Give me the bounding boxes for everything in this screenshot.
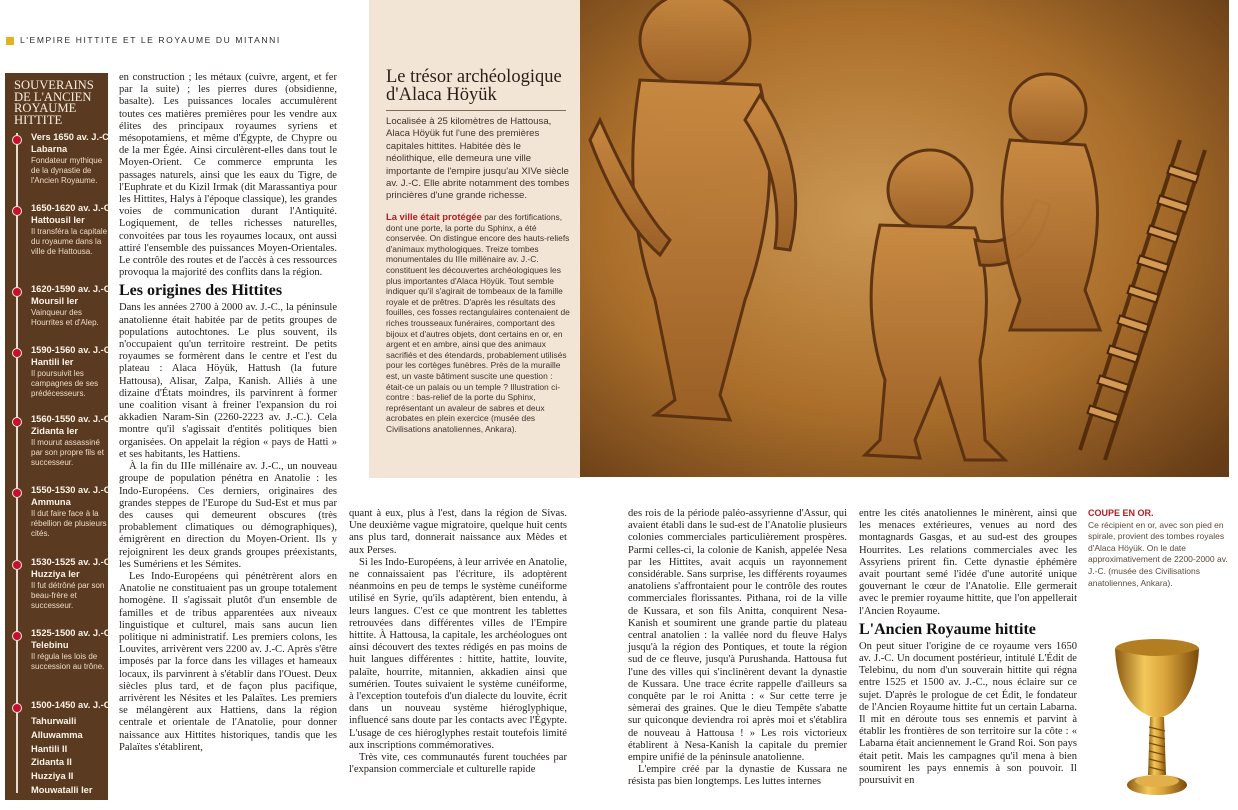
caption-text: Ce récipient en or, avec son pied en spirale, provient des tombes royales d'Alaca Höyük. On le date approximativement de 2200-2000 av. J.-C. (musée des Civilisations anatoliennes, Ankara).	[1088, 519, 1228, 588]
later-king-name: Tahurwaili	[31, 716, 77, 726]
king-name: Huzziya Ier	[31, 569, 80, 579]
timeline-dot	[12, 631, 22, 641]
king-name: Zidanta Ier	[31, 426, 79, 436]
timeline-dot	[12, 560, 22, 570]
paragraph: À la fin du IIIe millénaire av. J.-C., un nouveau groupe de population pénétra en Anatolie : les Indo-Européens. Ces derniers, originaires des grandes steppes de l'Europe du Sud-Est et mus par des causes qui demeurent obscures (très probablement climatiques ou démographiques), émigrèrent en direction du Moyen-Orient. Ils y rejoignirent les deux grands groupes préexistants, les Sumériens et les Sémites.	[119, 461, 337, 570]
section-heading-ancien-royaume: L'Ancien Royaume hittite	[859, 620, 1036, 638]
article-column-1	[119, 72, 337, 754]
later-king-name: Zidanta II	[31, 757, 72, 768]
king-description: Il mourut assassiné par son propre fils et successeur.	[31, 438, 104, 467]
timeline-dot	[12, 348, 22, 358]
kings-timeline	[5, 73, 114, 800]
king-description: Il poursuivit les campagnes de ses prédécesseurs.	[31, 369, 99, 398]
reign-dates: 1620-1590 av. J.-C.	[31, 284, 114, 294]
timeline-dot	[12, 135, 22, 145]
box-body	[386, 212, 570, 434]
king-name: Labarna	[31, 144, 68, 154]
reign-dates: 1525-1500 av. J.-C.	[31, 628, 114, 638]
paragraph: On peut situer l'origine de ce royaume vers 1650 av. J.-C. Un document postérieur, intitulé L'Édit de Telebinu, du nom d'un souverain hittite qui régna entre 1525 et 1500 av. J.-C., nous éclaire sur ce sujet. D'après le prologue de cet Édit, le fondateur de l'Ancien Royaume hittite fut un certain Labarna. Il mit en déroute tous ses ennemis et parvint à établir les frontières de son territoire sur la côte : « Labarna était anciennement le Grand Roi. Son pays était petit. Mais les campagnes qu'il mena à bien soumirent les pays ennemis à son pouvoir. Il poursuivit en	[859, 640, 1077, 787]
reign-dates: 1530-1525 av. J.-C.	[31, 557, 114, 567]
article-column-2	[349, 508, 567, 776]
section-heading-origins: Les origines des Hittites	[119, 282, 283, 300]
king-name: Hattousil Ier	[31, 215, 85, 225]
paragraph: Les Indo-Européens qui pénétrèrent alors en Anatolie ne constituaient pas un groupe totalement homogène. Il s'agissait plutôt d'un ensemble de familles et de tribus apparentées aux niveaux linguistique et culturel, mais sans aucun lien politique ni administratif. Les premiers colons, les Louvites, arrivèrent vers 2200 av. J.-C. Après s'être imposés par la force dans les villages et hameaux locaux, ils parvinrent à s'établir dans l'Ouest. Deux siècles plus tard, et de façon plus pacifique, arrivèrent les Nésites et les Palaïtes. Les premiers se mélangèrent aux Hattiens, dans la région centrale et orientale de l'Anatolie, pour donner naissance aux Hittites historiques, tandis que les Palaïtes s'établirent,	[119, 570, 337, 753]
box-lead: La ville était protégée	[386, 211, 482, 222]
sidebar-box-alaca-hoyuk	[369, 0, 580, 478]
gold-cup-image	[1112, 635, 1202, 803]
article-column-4	[859, 508, 1077, 787]
article-column-3	[628, 508, 847, 789]
running-title: L'EMPIRE HITTITE ET LE ROYAUME DU MITANNI	[20, 35, 281, 45]
header-square	[6, 37, 14, 45]
caption-lead: COUPE EN OR.	[1088, 508, 1154, 518]
box-title: Le trésor archéologique d'Alaca Höyük	[386, 67, 562, 105]
bas-relief-photo	[580, 0, 1229, 477]
timeline-dot	[12, 417, 22, 427]
timeline-dot	[12, 287, 22, 297]
box-divider	[386, 110, 566, 111]
timeline-title: SOUVERAINS DE L'ANCIEN ROYAUME HITTITE	[14, 78, 94, 127]
later-king-name: Alluwamma	[31, 729, 83, 740]
king-description: Il transféra la capitale du royaume dans la ville de Hattousa.	[31, 227, 108, 256]
king-name: Telebinu	[31, 640, 69, 650]
paragraph: Très vite, ces communautés furent touchées par l'expansion commerciale et culturelle rapide	[349, 752, 567, 776]
reign-dates: 1560-1550 av. J.-C.	[31, 414, 114, 424]
paragraph: Dans les années 2700 à 2000 av. J.-C., la péninsule anatolienne était habitée par de petits groupes de populations autochtones. Le plus souvent, ils n'occupaient qu'un territoire restreint. De petits royaumes se formèrent dans le centre et l'est du plateau : Alaca Höyük, Hattush (la future Hattousa), Alisar, Zalpa, Kanish. Alliés à une dizaine d'États moindres, ils parvinrent à former une coalition visant à freiner l'expansion du roi akkadien Naram-Sin (2260-2223 av. J.-C.). Cela montre qu'il s'agissait d'entités politiques bien organisées. On appelait la région « pays de Hatti » et ses habitants, les Hattiens.	[119, 302, 337, 460]
box-intro: Localisée à 25 kilomètres de Hattousa, Alaca Höyük fut l'une des premières capitales hittites. Habitée dès le néolithique, elle demeura une ville importante de l'empire jusqu'au XIVe siècle av. J.-C. Elle abrite notamment des tombes princières d'une grande richesse.	[386, 116, 570, 202]
photo-caption	[1088, 508, 1234, 589]
king-description: Il dut faire face à la rébellion de plusieurs cités.	[31, 509, 107, 538]
paragraph: quant à eux, plus à l'est, dans la région de Sivas. Une deuxième vague migratoire, quelque huit cents ans plus tard, donnerait naissance aux Mèdes et aux Perses.	[349, 508, 567, 556]
later-king-name: Mouwatalli Ier	[31, 784, 93, 795]
reign-dates: 1500-1450 av. J.-C.	[31, 700, 114, 710]
king-description: Fondateur mythique de la dynastie de l'Ancien Royaume.	[31, 156, 103, 185]
timeline-dot	[12, 703, 22, 713]
timeline-line	[16, 133, 18, 793]
king-description: Il fut détrôné par son beau-frère et successeur.	[31, 581, 105, 610]
paragraph: Si les Indo-Européens, à leur arrivée en Anatolie, ne connaissaient pas l'écriture, ils adoptèrent néanmoins en peu de temps le système cunéiforme utilisé en Syrie, qu'ils adaptèrent, bien entendu, à leurs langues. C'est ce que montrent les tablettes retrouvées dans différentes villes de l'Empire hittite. À Hattousa, la capitale, les archéologues ont ainsi découvert des textes rédigés en pas moins de huit langues différentes : hittite, hattite, louvite, palaïte, hourrite, mitannien, akkadien ainsi que sumérien. Toutes suivaient le système cunéiforme, à l'exception toutefois d'un dialecte du louvite, écrit dans un nouveau système hiéroglyphique, influencé sans doute par les contacts avec l'Égypte. L'usage de ces hiéroglyphes restait toutefois limité aux inscriptions commémoratives.	[349, 556, 567, 751]
reign-dates: 1550-1530 av. J.-C.	[31, 485, 114, 495]
reign-dates: Vers 1650 av. J.-C.	[31, 132, 112, 142]
paragraph: des rois de la période paléo-assyrienne d'Assur, qui avaient établi dans le sud-est de l'Anatolie plusieurs colonies commerciales particulièrement prospères. Parmi celles-ci, la colonie de Kanish, appelée Nesa par les Hittites, avait acquis un rayonnement considérable. Sans surprise, les différents royaumes anatoliens s'affrontaient pour le contrôle des routes commerciales florissantes. Pithana, roi de la ville de Kussara, et son fils Anitta, conquirent Nesa-Kanish et soumirent une grande partie du plateau central anatolien : la vallée nord du fleuve Halys jusqu'à la région des Pontiques, et toute la région sud de ce fleuve, jusqu'à Purushanda. Hattousa fut l'une des villes qui s'inclinèrent devant la dynastie de Kussara. Une trace écrite rappelle d'ailleurs sa conquête par le roi Anitta : « Sur cette terre je sèmerai des graines. Que le dieu Tempête s'abatte sur quiconque deviendra roi après moi et s'établira de nouveau à Hattousa ! » Les rois victorieux établirent à Nesa-Kanish la capitale du premier empire unifié de la péninsule anatolienne.	[628, 508, 847, 764]
paragraph: L'empire créé par la dynastie de Kussara ne résista pas bien longtemps. Les luttes internes	[628, 764, 847, 788]
timeline-dot	[12, 488, 22, 498]
timeline-dot	[12, 206, 22, 216]
king-name: Ammuna	[31, 497, 71, 507]
box-body-text: par des fortifications, dont une porte, la porte du Sphinx, a été conservée. On distingue encore des hauts-reliefs d'animaux mythologiques. Treize tombes monumentales du IIIe millénaire av. J.-C. constituent les découvertes archéologiques les plus importantes d'Alaca Höyük. Tout semble indiquer qu'il s'agirait de tombeaux de la famille royale et de prêtres. D'après les résultats des fouilles, ces fosses rectangulaires contenaient de riches trousseaux funéraires, comportant des bijoux et d'autres objets, dont certains en or, en argent et en ambre, ainsi que des animaux sacrifiés et des étendards, probablement utilisés pour les cortèges funèbres. Près de la muraille est, un vaste bâtiment suscite une question : était-ce un palais ou un temple ? Illustration ci-contre : bas-relief de la porte du Sphinx, représentant un avaleur de sabres et deux acrobates en plein exercice (musée des Civilisations anatoliennes, Ankara).	[386, 212, 570, 434]
king-description: Vainqueur des Hourrites et d'Alep.	[31, 308, 99, 327]
reign-dates: 1650-1620 av. J.-C.	[31, 203, 114, 213]
later-king-name: Huzziya II	[31, 771, 74, 782]
later-king-name: Hantili II	[31, 743, 68, 754]
paragraph: entre les cités anatoliennes le minèrent, ainsi que les menaces extérieures, venues au nord des montagnards Gasgas, et au sud-est des groupes Hourrites. Les relations commerciales avec les Assyriens prirent fin. Cette dynastie éphémère avait pourtant semé l'idée d'une autorité unique gouvernant le cœur de l'Anatolie. Elle germerait avec le premier royaume hittite, que l'on appellerait l'Ancien Royaume.	[859, 508, 1077, 617]
king-description: Il régula les lois de succession au trône.	[31, 652, 105, 671]
later-kings-list	[31, 715, 92, 798]
king-name: Hantili Ier	[31, 357, 74, 367]
king-name: Moursil Ier	[31, 296, 79, 306]
reign-dates: 1590-1560 av. J.-C.	[31, 345, 114, 355]
paragraph: en construction ; les métaux (cuivre, argent, et fer par la suite) ; les pierres dures (obsidienne, basalte). Les puissances locales accumulèrent toutes ces matières premières pour les vendre aux élites des principaux royaumes syriens et mésopotamiens, et même d'Égypte, de Chypre ou de la mer Égée. Ainsi circulèrent-elles dans tout le Moyen-Orient. Ce commerce emprunta les passages naturels, ainsi que les eaux du Tigre, de l'Euphrate et du Kizil Irmak (dit Marassantiya pour les Hittites, Halys à l'époque classique), les grandes voies de communication durant l'Antiquité. Logiquement, de telles richesses naturelles, convoitées par tous les royaumes locaux, ont aussi attiré l'ensemble des puissances Moyen-Orientales. Le contrôle des routes et de l'accès à ces ressources provoqua la majorité des conflits dans la région.	[119, 72, 337, 279]
